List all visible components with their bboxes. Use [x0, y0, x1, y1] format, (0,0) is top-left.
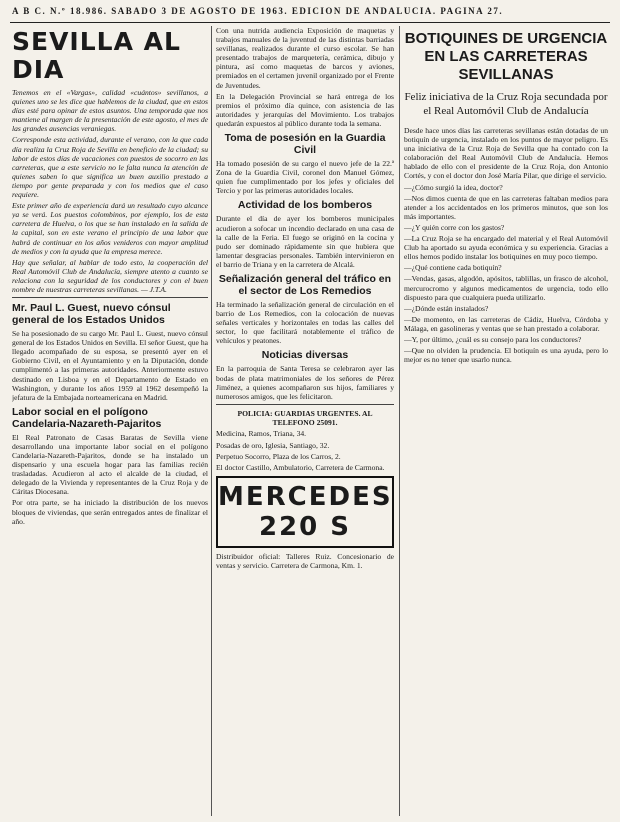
paragraph: —¿Y quién corre con los gastos? [404, 222, 505, 232]
paragraph: En la parroquia de Santa Teresa se celebraron ayer las bodas de plata matrimoniales de los señores de Pérez Jiménez, a quienes acompañaron sus hijos, familiares y numerosos amigos, que les felicitaron. [216, 364, 394, 401]
pharmacy-line: El doctor Castillo, Ambulatorio, Carretera de Carmona. [216, 462, 385, 472]
paragraph: Ha terminado la señalización general de circulación en el barrio de Los Remedios, con la colocación de nuevas señales verticales y horizontales en todas las calles del sector, lo que facilitará notablemente el tráfico de vehículos y peatones. [216, 299, 394, 346]
article-headline: Actividad de los bomberos [237, 199, 373, 212]
paragraph: Hay que señalar, al hablar de todo esto, la cooperación del Real Automóvil Club de Andalucía, siempre atento a cuanto se relaciona con la seguridad de los conductores y con el buen nombre de nuestras carreteras sevillanas. — J.T.A. [12, 257, 208, 294]
paragraph: Tenemos en el «Vargas», calidad «cuántos» sevillanos, a quienes uno se les dice que hablemos de la ciudad, que en estos días esté para opinar de estos asuntos. Una temporada que nos mantiene al margen de la presentación de este agosto, el mes de las grandes ausencias veraniegas. [12, 88, 208, 134]
article-headline: Mr. Paul L. Guest, nuevo cónsul general de los Estados Unidos [12, 302, 171, 327]
paragraph: —Y, por último, ¿cuál es su consejo para los conductores? [404, 334, 582, 344]
paragraph: —Nos dimos cuenta de que en las carreteras faltaban medios para atender a los accidentados en los primeros minutos, que son los más importantes. [404, 193, 608, 221]
pharmacy-heading: POLICIA: GUARDIAS URGENTES. AL TELEFONO 25091. [237, 408, 373, 428]
paragraph: Por otra parte, se ha iniciado la distribución de los nuevos bloques de viviendas, que serán entregados antes de finalizar el año. [12, 498, 208, 526]
article-headline: Noticias diversas [261, 349, 349, 362]
article-headline: Labor social en el polígono Candelaria-Nazareth-Pajaritos [12, 405, 162, 430]
paragraph: El Real Patronato de Casas Baratas de Sevilla viene desarrollando una importante labor social en el polígono Candelaria-Nazareth-Pajaritos, donde se ha instalado un dispensario y una escuela hogar para las familias recién trasladadas. Acudieron al acto el alcalde de la ciudad, el delegado de la Vivienda y representantes de la Cruz Roja y de Cáritas Diocesana. [12, 432, 208, 497]
divider [12, 297, 208, 298]
paragraph: —La Cruz Roja se ha encargado del material y el Real Automóvil Club ha aportado su ayuda económica y su experiencia. Gracias a ellos hemos podido instalar los botiquines en muy poco tiempo. [404, 234, 608, 262]
column-divider [399, 26, 400, 816]
paragraph: —¿Dónde están instalados? [404, 303, 489, 313]
pharmacy-list [216, 409, 394, 472]
paragraph: Ha tomado posesión de su cargo el nuevo jefe de la 22.ª Zona de la Guardia Civil, coronel don Manuel Gómez, quien fue cumplimentado por los jefes y oficiales del Tercio y por las primeras autoridades locales. [216, 159, 394, 196]
paragraph: —¿Cómo surgió la idea, doctor? [404, 182, 503, 192]
pharmacy-line: Perpetuo Socorro, Plaza de los Carros, 2. [216, 451, 341, 461]
paragraph: Con una nutrida audiencia Exposición de maquetas y trabajos manuales de la juventud de las distintas barriadas sevillanas, realizados durante el curso escolar. Se han presentado trabajos de marquetería, cerámica, dibujo y pintura, así como maquetas de barcos y aviones, premiados en el certamen juvenil organizado por el Frente de Juventudes. [216, 26, 394, 90]
paragraph: —¿Qué contiene cada botiquín? [404, 263, 502, 273]
paragraph: —Que no olviden la prudencia. El botiquín es una ayuda, pero lo mejor es no tener que usarlo nunca. [404, 346, 608, 365]
pharmacy-line: Medicina, Ramos, Triana, 34. [216, 429, 307, 439]
mercedes-advertisement: MERCEDES 220 S [216, 476, 394, 548]
paragraph: Distribuidor oficial: Talleres Ruiz. Concesionario de ventas y servicio. Carretera de Carmona, Km. 1. [216, 551, 394, 570]
paragraph: En la Delegación Provincial se hará entrega de los premios el próximo día quince, con asistencia de las autoridades y jerarquías del Movimiento. Los trabajos quedarán expuestos al público durante toda la semana. [216, 91, 394, 128]
paragraph: Este primer año de experiencia dará un resultado cuyo alcance ya se verá. Los puestos colombinos, por ejemplo, los de esta carretera de Huelva, o los que se han instalado en la salida de la capital, son en este verano el principio de una labor que habrá de continuar en los años venideros con mayor amplitud de medios y con la ayuda que la empresa merece. [12, 201, 208, 256]
paragraph: —De momento, en las carreteras de Cádiz, Huelva, Córdoba y Málaga, en gasolineras y ventas que se han prestado a colaborar. [404, 314, 608, 333]
column-middle [216, 26, 394, 818]
header-rule [10, 22, 610, 23]
paragraph: Desde hace unos días las carreteras sevillanas están dotadas de un botiquín de urgencia, instalado en los puntos de mayor peligro. Es una iniciativa de la Cruz Roja de Sevilla que ha contado con la colaboración del Real Automóvil Club de Andalucía. Hemos hablado de ello con el presidente de la Cruz Roja, don Antonio Cortés, y con el doctor don José María Pilar, que dirige el servicio. [404, 126, 608, 181]
article-headline: Toma de posesión en la Guardia Civil [224, 132, 386, 157]
intro-block [12, 88, 208, 294]
paragraph: Durante el día de ayer los bomberos municipales acudieron a sofocar un incendio declarado en una casa de la calle de la Feria. El fuego se originó en la cocina y pudo ser dominado rápidamente sin que hubiera que lamentar desgracias personales. También intervinieron en el barrio de Triana y en la carretera de Alcalá. [216, 214, 394, 269]
column-divider [211, 26, 212, 816]
paragraph: —Vendas, gasas, algodón, apósitos, tablillas, un frasco de alcohol, mercurocromo y algunos medicamentos de urgencia, todo ello dispuesto para que cualquiera pueda utilizarlo. [404, 274, 608, 302]
divider [216, 404, 394, 405]
paragraph: Se ha posesionado de su cargo Mr. Paul L. Guest, nuevo cónsul general de los Estados Unidos en Sevilla. El señor Guest, que ha llegado acompañado de su esposa, se presentó ayer en el Gobierno Civil, en el Ayuntamiento y en la Diputación, donde cumplimentó a las primeras autoridades. Anteriormente estuvo destinado en Lisboa y en el Departamento de Estado en Washington, y durante los años 1959 al 1962 desempeñó la jefatura de la Embajada norteamericana en Madrid. [12, 329, 208, 402]
section-title: SEVILLA AL DIA [12, 27, 181, 84]
article-headline: BOTIQUINES DE URGENCIA EN LAS CARRETERAS SEVILLANAS [404, 30, 608, 83]
article-headline: Señalización general del tráfico en el sector de Los Remedios [218, 272, 392, 297]
column-right [404, 26, 608, 818]
page-header: A B C. N.º 18.986. SABADO 3 DE AGOSTO DE 1963. EDICION DE ANDALUCIA. PAGINA 27. [12, 6, 504, 16]
paragraph: Corresponde esta actividad, durante el verano, con la que cada día realiza la Cruz Roja de Sevilla en beneficio de la ciudad; su labor de estos días de vacaciones con puestos de socorro en las carreteras, que a este servicio no le falta nunca la atención de quienes saben lo que significa un buen auxilio prestado a tiempo por gente preparada y con los medios que el caso requiere. [12, 135, 208, 200]
article-subtitle: Feliz iniciativa de la Cruz Roja secundada por el Real Automóvil Club de Andalucía [404, 91, 608, 117]
pharmacy-line: Posadas de oro, Iglesia, Santiago, 32. [216, 440, 330, 450]
column-left [12, 26, 208, 818]
